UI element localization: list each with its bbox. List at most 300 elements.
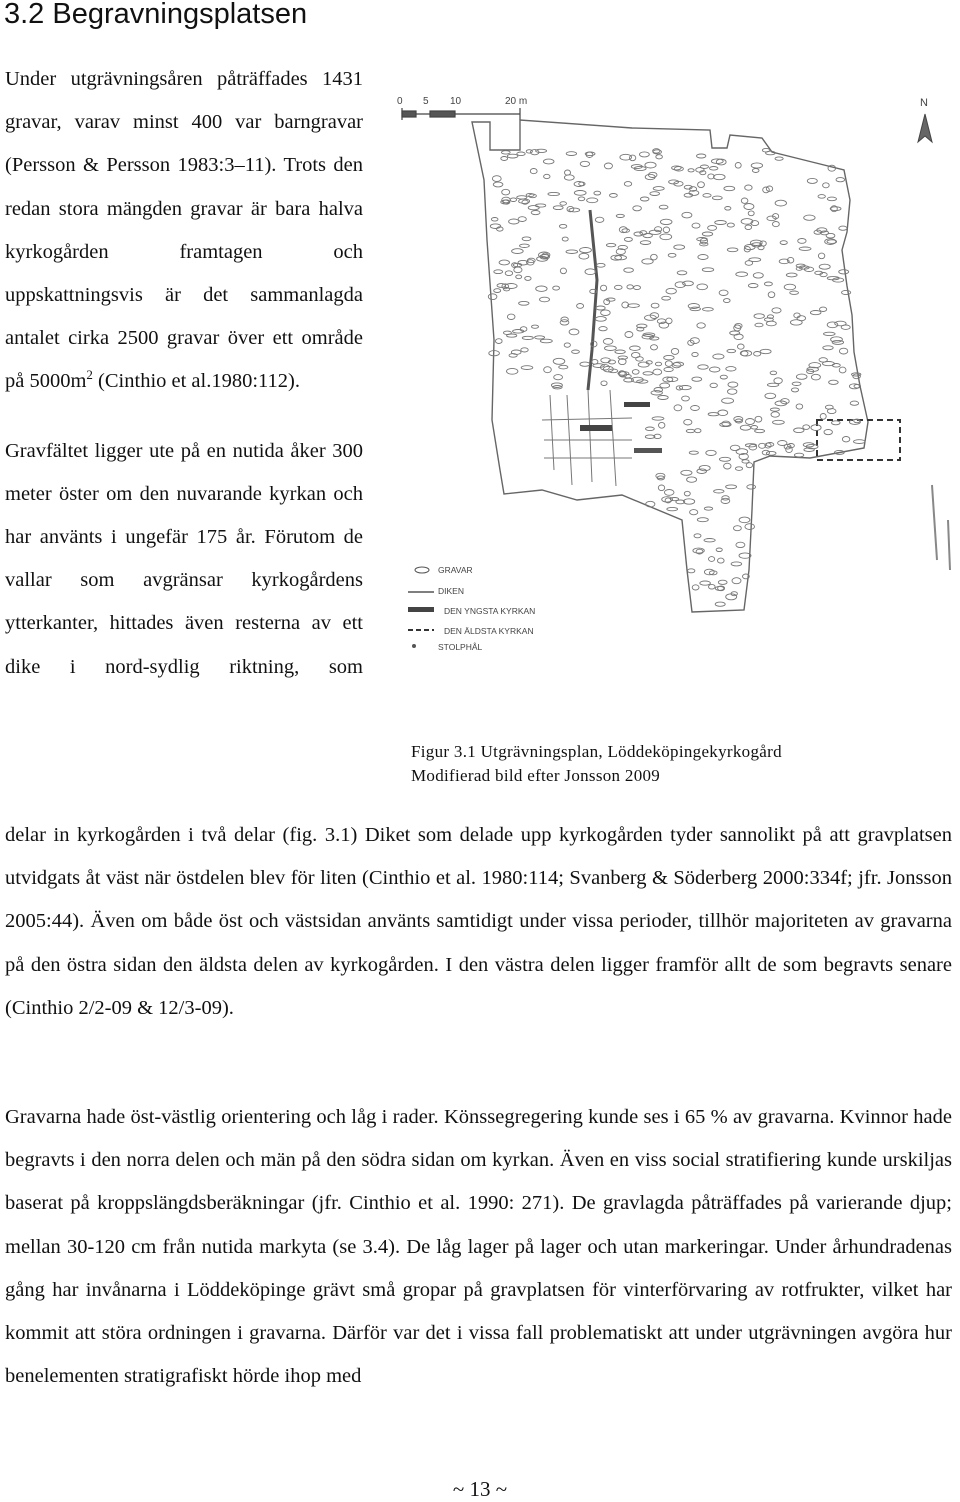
- grave-marker: [521, 348, 528, 352]
- grave-marker: [820, 307, 827, 311]
- scale-label-10: 10: [450, 96, 462, 107]
- grave-marker: [645, 435, 655, 439]
- grave-marker: [659, 205, 668, 209]
- grave-marker: [741, 198, 748, 203]
- grave-marker: [640, 152, 650, 157]
- grave-marker: [718, 558, 725, 563]
- grave-marker: [762, 450, 769, 455]
- grave-marker: [697, 518, 708, 522]
- grave-marker: [494, 289, 501, 293]
- grave-marker: [688, 304, 699, 309]
- grave-marker: [791, 388, 798, 392]
- grave-marker: [768, 292, 775, 298]
- grave-marker: [507, 154, 518, 158]
- map-legend: [408, 565, 535, 652]
- grave-marker: [560, 268, 566, 274]
- superscript-2: 2: [86, 367, 93, 383]
- grave-marker: [624, 237, 632, 241]
- grave-marker: [553, 358, 565, 364]
- grave-marker: [519, 301, 529, 305]
- grave-marker: [656, 155, 663, 159]
- grave-marker: [796, 404, 803, 409]
- grave-marker: [796, 374, 807, 379]
- grave-marker: [688, 569, 695, 573]
- grave-marker: [722, 421, 730, 426]
- grave-marker: [721, 498, 730, 503]
- grave-marker: [775, 157, 783, 160]
- grave-marker: [830, 207, 841, 211]
- grave-marker: [535, 336, 545, 339]
- grave-marker: [687, 477, 697, 482]
- grave-marker: [601, 381, 607, 386]
- grave-marker: [595, 317, 606, 322]
- legend-symbol-posthole: [412, 644, 416, 648]
- grave-marker: [653, 369, 662, 375]
- grave-marker: [740, 425, 750, 430]
- grave-marker: [689, 451, 698, 454]
- section-heading: 3.2 Begravningsplatsen: [4, 0, 308, 30]
- grave-marker: [829, 380, 839, 384]
- grave-marker: [655, 362, 661, 366]
- grave-marker: [695, 429, 701, 433]
- grave-marker: [798, 239, 806, 244]
- west-lines: [550, 390, 616, 486]
- grave-marker: [517, 152, 525, 156]
- grave-marker: [502, 189, 510, 195]
- grave-marker: [755, 416, 762, 422]
- grave-marker: [567, 206, 574, 211]
- grave-marker: [540, 339, 552, 343]
- grave-marker: [634, 232, 643, 236]
- grave-marker: [553, 206, 563, 210]
- grave-marker: [528, 206, 539, 210]
- grave-marker: [565, 170, 571, 175]
- grave-marker: [771, 412, 779, 417]
- grave-marker: [499, 260, 509, 265]
- grave-marker: [606, 298, 615, 301]
- grave-marker: [525, 276, 531, 280]
- grave-marker: [606, 243, 615, 246]
- grave-marker: [854, 440, 866, 444]
- grave-marker: [715, 602, 725, 606]
- grave-marker: [681, 470, 692, 475]
- grave-marker: [501, 157, 508, 161]
- grave-marker: [628, 304, 640, 308]
- grave-marker: [726, 367, 736, 371]
- grave-marker: [667, 507, 678, 510]
- grave-marker: [554, 375, 563, 380]
- grave-marker: [601, 285, 607, 291]
- grave-marker: [745, 524, 755, 530]
- grave-marker: [760, 349, 771, 353]
- grave-marker: [792, 382, 801, 385]
- grave-marker: [727, 248, 738, 252]
- grave-marker: [530, 169, 537, 174]
- grave-marker: [832, 421, 841, 425]
- figure-caption-source: Modifierad bild efter Jonsson 2009: [411, 766, 661, 785]
- grave-marker: [548, 192, 560, 195]
- grave-marker: [754, 314, 764, 319]
- grave-marker: [727, 223, 734, 227]
- grave-marker: [699, 465, 710, 470]
- grave-marker: [682, 396, 690, 401]
- grave-marker: [748, 284, 758, 288]
- grave-marker: [566, 152, 576, 156]
- grave-marker: [762, 148, 769, 152]
- grave-marker: [692, 223, 700, 228]
- grave-marker: [839, 226, 847, 230]
- grave-marker: [569, 208, 580, 212]
- grave-marker: [544, 367, 552, 373]
- paragraph-2-continued: delar in kyrkogården i två delar (fig. 3.1) Diket som delade upp kyrkogården tyder sannolikt på att gravplatsen utvidgats åt väst när östdelen blev för liten (Cinthio et al. 1980:114; Svanberg & Söderberg 2000:334f; jfr. Jonsson 2005:44). Även om både öst och västsidan använts samtidigt under vissa perioder, tillhör majoriteten av gravarna på den östra sidan den äldsta delen av kyrkogården. I den västra delen ligger framför allt de som begravts senare (Cinthio 2/2-09 & 12/3-09).: [5, 824, 952, 1019]
- grave-marker: [790, 320, 802, 325]
- eastern-ditch: [932, 485, 950, 570]
- grave-marker: [745, 225, 752, 230]
- grave-marker: [841, 325, 850, 329]
- grave-marker: [790, 291, 799, 294]
- grave-marker: [794, 428, 804, 433]
- grave-marker: [842, 437, 849, 442]
- grave-marker: [664, 355, 674, 359]
- grave-marker: [703, 308, 714, 311]
- grave-marker: [682, 212, 692, 218]
- legend-dikes: DIKEN: [438, 586, 464, 596]
- grave-marker: [727, 349, 736, 352]
- grave-marker: [660, 219, 672, 224]
- grave-marker: [820, 414, 826, 420]
- grave-marker: [488, 294, 497, 300]
- grave-marker: [706, 450, 716, 455]
- grave-marker: [751, 163, 762, 168]
- grave-marker: [770, 371, 777, 375]
- grave-marker: [810, 311, 821, 315]
- grave-marker: [652, 417, 664, 420]
- grave-marker: [580, 362, 590, 366]
- grave-marker: [654, 388, 663, 393]
- grave-marker: [744, 204, 754, 210]
- grave-marker: [657, 319, 666, 324]
- paragraph-3: Gravarna hade öst-västlig orientering och låg i rader. Könssegregering kunde ses i 65 % av gravarna. Kvinnor hade begravts i den norra delen och män på den södra sidan om kyrkan. Även en viss social stratifiering kunde urskiljas baserat på kroppslängdsberäkningar (jfr. Cinthio et al. 1990: 271). De gravlagda påträffades på varierande djup; mellan 30-120 cm från nutida markyta (se 3.4). De låg lager på lager och utan markeringar. Under århundradenas gång har invånarna i Löddeköpinge grävt små gropar på gravplatsen för vinterförvaring av rotfrukter, vilket har kommit att störa ordningen i gravarna. Därför var det i vissa fall problematiskt att under utgrävningen avgöra hur benelementen stratigrafiskt hörde ihop med: [5, 1106, 952, 1388]
- page-number: ~ 13 ~: [452, 1477, 508, 1501]
- scale-label-0: 0: [397, 96, 403, 107]
- grave-marker: [736, 272, 748, 276]
- grave-marker: [651, 254, 658, 260]
- grave-marker: [752, 169, 759, 173]
- grave-marker: [516, 275, 522, 279]
- grave-marker: [712, 196, 722, 200]
- grave-marker: [684, 419, 692, 425]
- grave-marker: [703, 194, 711, 198]
- legend-symbol-grave: [415, 567, 429, 573]
- grave-marker: [722, 398, 734, 403]
- grave-marker: [585, 269, 596, 275]
- paragraph-1-text: Under utgrävningsåren påträffades 1431 gravar, varav minst 400 var barngravar (Persson & Persson 1983:3–11). Trots den redan stora mängden gravar är bara halva kyrkogården framtagen och uppskattningsvis är det sammanlagda antalet cirka 2500 gravar över ett område på 5000m: [5, 68, 363, 393]
- grave-marker: [836, 178, 845, 182]
- grave-marker: [560, 320, 569, 325]
- grave-marker: [559, 365, 568, 369]
- grave-marker: [728, 382, 738, 387]
- grave-marker: [569, 329, 579, 335]
- grave-marker: [746, 419, 755, 425]
- grave-marker: [624, 268, 634, 272]
- church-foundation-young: [580, 425, 612, 431]
- grave-marker: [671, 348, 678, 354]
- grave-marker: [839, 270, 849, 274]
- grave-marker: [704, 539, 715, 542]
- grave-marker: [697, 154, 706, 158]
- grave-marker: [650, 192, 660, 196]
- grave-marker: [605, 346, 617, 351]
- grave-marker: [643, 372, 653, 375]
- grave-marker: [819, 358, 827, 362]
- grave-marker: [702, 268, 713, 272]
- grave-marker: [725, 207, 731, 211]
- grave-marker: [636, 357, 644, 361]
- grave-marker: [773, 222, 780, 227]
- grave-marker: [668, 253, 676, 257]
- grave-marker: [715, 586, 724, 590]
- grave-marker: [770, 408, 779, 411]
- grave-marker: [736, 542, 745, 547]
- grave-marker: [509, 219, 519, 224]
- grave-marker: [745, 185, 752, 190]
- grave-marker: [697, 284, 708, 290]
- grave-marker: [507, 314, 515, 319]
- grave-marker: [501, 151, 510, 154]
- legend-symbol-young-church: [408, 607, 434, 612]
- grave-marker: [803, 425, 810, 430]
- grave-marker: [526, 150, 532, 153]
- figure-caption: [411, 740, 931, 788]
- grave-marker: [818, 253, 824, 259]
- grave-marker: [638, 362, 649, 367]
- grave-marker: [624, 182, 631, 187]
- grave-marker: [724, 463, 731, 469]
- grave-marker: [490, 224, 500, 229]
- grave-marker: [735, 163, 741, 169]
- grave-marker: [677, 271, 687, 275]
- grave-marker: [698, 255, 708, 260]
- grave-marker: [659, 422, 665, 428]
- grave-marker: [491, 218, 498, 222]
- grave-marker: [714, 174, 726, 179]
- paragraph-2-continued-block: [5, 814, 952, 1030]
- grave-marker: [564, 343, 570, 347]
- grave-marker: [732, 578, 741, 584]
- grave-marker: [839, 367, 846, 373]
- west-crosslines: [542, 418, 632, 458]
- grave-marker: [634, 286, 641, 290]
- grave-marker: [794, 453, 803, 457]
- grave-marker: [718, 580, 727, 584]
- grave-marker: [684, 491, 690, 496]
- legend-youngest-church: DEN YNGSTA KYRKAN: [444, 606, 536, 616]
- grave-marker: [697, 323, 705, 328]
- grave-marker: [529, 194, 537, 198]
- paragraph-1-end: (Cinthio et al.1980:112).: [92, 370, 300, 393]
- grave-marker: [720, 375, 727, 379]
- grave-marker: [494, 270, 503, 274]
- grave-marker: [586, 152, 593, 157]
- grave-marker: [660, 383, 670, 388]
- grave-marker: [505, 271, 512, 276]
- grave-marker: [553, 286, 560, 290]
- grave-marker: [690, 510, 698, 515]
- grave-marker: [666, 288, 676, 294]
- grave-marker: [572, 350, 580, 353]
- church-foundation-wall: [634, 448, 662, 453]
- grave-marker: [710, 383, 717, 387]
- grave-marker: [692, 352, 698, 356]
- grave-marker: [651, 345, 658, 350]
- north-arrow-icon: [918, 114, 932, 142]
- grave-marker: [728, 389, 737, 394]
- grave-marker: [580, 161, 589, 166]
- grave-marker: [518, 217, 526, 222]
- paragraph-1: [5, 58, 363, 404]
- grave-marker: [694, 534, 701, 538]
- grave-marker: [716, 159, 726, 165]
- grave-marker: [746, 463, 752, 468]
- grave-marker: [704, 507, 712, 510]
- grave-marker: [718, 410, 728, 416]
- grave-marker: [544, 174, 550, 178]
- legend-postholes: STOLPHÅL: [438, 642, 483, 652]
- grave-marker: [683, 281, 694, 286]
- grave-marker: [719, 457, 730, 461]
- grave-marker: [710, 367, 720, 372]
- grave-marker: [674, 245, 685, 249]
- grave-marker: [595, 217, 604, 222]
- grave-marker: [640, 197, 649, 201]
- grave-marker: [562, 237, 568, 241]
- grave-marker: [708, 413, 719, 416]
- grave-marker: [645, 162, 656, 168]
- grave-marker: [507, 368, 518, 374]
- grave-marker: [578, 197, 585, 201]
- grave-marker: [674, 405, 682, 411]
- grave-marker: [739, 517, 750, 523]
- grave-marker: [719, 290, 728, 295]
- grave-marker: [784, 284, 795, 290]
- grave-marker: [651, 303, 659, 308]
- grave-marker: [751, 426, 758, 430]
- grave-marker: [594, 191, 601, 195]
- grave-marker: [748, 211, 754, 216]
- grave-marker: [709, 557, 715, 562]
- grave-marker: [755, 429, 765, 432]
- grave-marker: [664, 490, 674, 496]
- grave-marker: [698, 365, 708, 369]
- grave-marker: [753, 273, 763, 278]
- grave-marker: [640, 241, 650, 245]
- grave-marker: [735, 467, 742, 471]
- grave-marker: [663, 227, 669, 233]
- grave-marker: [819, 264, 830, 269]
- grave-marker: [577, 304, 584, 309]
- grave-marker: [496, 339, 503, 344]
- grave-marker: [520, 244, 530, 247]
- grave-marker: [754, 352, 761, 357]
- grave-marker: [731, 562, 742, 566]
- grave-marker: [566, 250, 578, 254]
- grave-marker: [714, 490, 724, 493]
- grave-marker: [559, 224, 566, 228]
- grave-marker: [660, 234, 672, 240]
- north-label: N: [920, 97, 928, 109]
- grave-marker: [651, 391, 662, 395]
- grave-marker: [599, 327, 607, 331]
- grave-marker: [596, 306, 605, 310]
- paragraph-3-block: [5, 1096, 952, 1398]
- grave-marker: [674, 167, 683, 171]
- grave-marker: [532, 325, 539, 328]
- grave-marker: [772, 308, 781, 313]
- grave-marker: [766, 451, 776, 455]
- grave-marker: [531, 211, 540, 215]
- grave-marker: [780, 241, 787, 245]
- grave-marker: [629, 155, 635, 161]
- grave-marker: [601, 310, 611, 316]
- grave-marker: [691, 406, 700, 411]
- grave-marker: [625, 332, 633, 338]
- legend-oldest-church: DEN ÄLDSTA KYRKAN: [444, 626, 534, 636]
- grave-marker: [710, 167, 718, 171]
- grave-marker: [764, 282, 772, 286]
- grave-marker: [698, 182, 705, 188]
- grave-marker: [526, 193, 534, 196]
- grave-marker: [560, 202, 567, 206]
- grave-marker: [615, 285, 623, 289]
- grave-marker: [658, 396, 668, 400]
- grave-marker: [493, 182, 503, 187]
- grave-marker: [510, 198, 516, 202]
- grave-marker: [603, 339, 613, 345]
- grave-marker: [521, 366, 533, 370]
- grave-marker: [662, 296, 671, 300]
- grave-marker: [593, 364, 604, 368]
- grave-marker: [686, 429, 695, 432]
- grave-marker: [799, 247, 811, 250]
- grave-marker: [692, 585, 699, 590]
- grave-marker: [765, 393, 776, 398]
- grave-marker: [734, 526, 742, 531]
- scale-label-5: 5: [423, 96, 429, 107]
- church-foundation-old: [624, 402, 650, 407]
- grave-marker: [536, 286, 547, 291]
- grave-marker: [774, 378, 782, 384]
- grave-marker: [735, 323, 742, 328]
- grave-marker: [604, 163, 612, 169]
- scale-bar: [402, 108, 520, 120]
- grave-marker: [708, 226, 717, 231]
- grave-marker: [766, 321, 776, 326]
- grave-marker: [646, 427, 655, 431]
- grave-marker: [730, 445, 740, 450]
- grave-marker: [786, 273, 797, 277]
- grave-marker: [574, 191, 586, 196]
- grave-marker: [807, 178, 817, 183]
- grave-marker: [775, 200, 786, 206]
- grave-marker: [827, 197, 836, 201]
- grave-marker: [564, 175, 574, 180]
- grave-marker: [527, 258, 535, 262]
- grave-marker: [688, 169, 694, 172]
- grave-marker: [842, 290, 851, 294]
- grave-marker: [773, 420, 785, 424]
- grave-marker: [633, 206, 642, 211]
- grave-marker: [579, 253, 589, 259]
